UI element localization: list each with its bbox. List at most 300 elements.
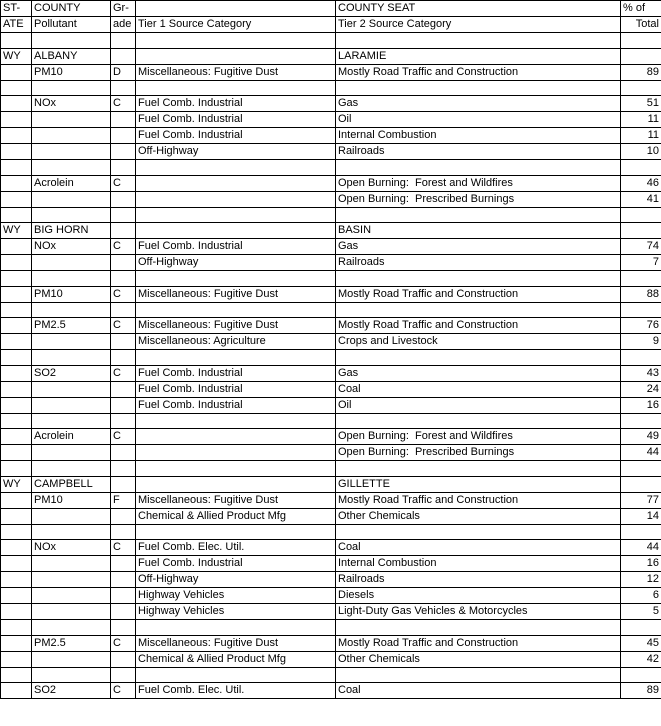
table-cell: F <box>111 492 136 508</box>
table-cell: Fuel Comb. Industrial <box>136 112 336 128</box>
table-cell <box>1 64 32 80</box>
table-row <box>1 620 661 636</box>
table-cell <box>1 128 32 144</box>
table-cell <box>621 620 661 636</box>
table-cell <box>111 667 136 683</box>
table-cell <box>621 223 661 239</box>
table-cell <box>336 160 621 176</box>
table-cell: GILLETTE <box>336 476 621 492</box>
table-cell: NOx <box>32 96 111 112</box>
table-cell: 44 <box>621 540 661 556</box>
table-cell <box>621 48 661 64</box>
table-cell <box>621 350 661 366</box>
table-cell <box>1 80 32 96</box>
table-cell <box>1 112 32 128</box>
table-cell: 88 <box>621 286 661 302</box>
table-row <box>1 667 661 683</box>
table-cell: Oil <box>336 112 621 128</box>
table-cell <box>136 429 336 445</box>
table-cell: Railroads <box>336 572 621 588</box>
table-row <box>1 540 661 556</box>
table-cell <box>621 271 661 287</box>
table-cell <box>111 476 136 492</box>
table-cell: D <box>111 64 136 80</box>
table-cell: Open Burning: Prescribed Burnings <box>336 445 621 461</box>
header-pollutant: Pollutant <box>32 17 111 33</box>
table-cell: Mostly Road Traffic and Construction <box>336 286 621 302</box>
table-cell <box>111 620 136 636</box>
table-cell <box>1 96 32 112</box>
table-cell <box>136 223 336 239</box>
table-cell <box>111 461 136 477</box>
table-cell: Fuel Comb. Industrial <box>136 381 336 397</box>
table-cell: 14 <box>621 508 661 524</box>
table-cell <box>136 620 336 636</box>
table-cell <box>336 33 621 49</box>
table-row <box>1 64 661 80</box>
table-cell: NOx <box>32 540 111 556</box>
table-cell <box>111 33 136 49</box>
table-cell <box>32 572 111 588</box>
table-cell: Coal <box>336 683 621 699</box>
table-cell: Gas <box>336 365 621 381</box>
table-cell <box>1 540 32 556</box>
header-county: COUNTY <box>32 1 111 17</box>
table-cell: C <box>111 239 136 255</box>
table-cell: 11 <box>621 112 661 128</box>
table-cell <box>32 191 111 207</box>
table-cell: WY <box>1 223 32 239</box>
table-cell <box>136 302 336 318</box>
table-cell: Off-Highway <box>136 572 336 588</box>
table-cell <box>1 635 32 651</box>
table-cell <box>136 191 336 207</box>
table-cell <box>111 255 136 271</box>
header-row-1 <box>1 1 661 17</box>
table-cell <box>621 302 661 318</box>
table-cell <box>1 572 32 588</box>
table-row <box>1 683 661 699</box>
table-cell <box>136 271 336 287</box>
table-cell <box>1 651 32 667</box>
header-percent-line2: Total <box>621 17 661 33</box>
table-cell: Off-Highway <box>136 255 336 271</box>
table-row <box>1 207 661 223</box>
table-cell <box>32 556 111 572</box>
table-cell <box>136 207 336 223</box>
table-cell: 51 <box>621 96 661 112</box>
table-row <box>1 397 661 413</box>
table-cell <box>336 80 621 96</box>
table-cell <box>32 524 111 540</box>
table-cell: WY <box>1 476 32 492</box>
table-cell: PM10 <box>32 492 111 508</box>
table-cell: PM2.5 <box>32 318 111 334</box>
table-cell: Gas <box>336 239 621 255</box>
table-cell: BIG HORN <box>32 223 111 239</box>
table-cell <box>111 588 136 604</box>
table-cell <box>1 350 32 366</box>
table-cell <box>1 207 32 223</box>
table-cell <box>1 413 32 429</box>
table-row <box>1 492 661 508</box>
table-cell: WY <box>1 48 32 64</box>
table-cell: 6 <box>621 588 661 604</box>
table-cell <box>32 350 111 366</box>
table-cell: NOx <box>32 239 111 255</box>
table-cell <box>1 620 32 636</box>
table-cell: C <box>111 635 136 651</box>
table-cell <box>621 461 661 477</box>
table-cell <box>621 476 661 492</box>
table-cell: SO2 <box>32 683 111 699</box>
table-cell <box>621 524 661 540</box>
table-cell: Acrolein <box>32 175 111 191</box>
table-row <box>1 191 661 207</box>
table-cell <box>1 144 32 160</box>
table-cell <box>111 223 136 239</box>
table-cell <box>32 80 111 96</box>
table-cell <box>32 207 111 223</box>
table-cell: C <box>111 286 136 302</box>
table-cell <box>1 271 32 287</box>
table-cell <box>336 524 621 540</box>
header-state-line2: ATE <box>1 17 32 33</box>
table-cell: 42 <box>621 651 661 667</box>
table-cell: Mostly Road Traffic and Construction <box>336 492 621 508</box>
table-cell <box>1 33 32 49</box>
table-row <box>1 413 661 429</box>
table-cell: Crops and Livestock <box>336 334 621 350</box>
table-cell: 45 <box>621 635 661 651</box>
table-cell <box>336 667 621 683</box>
table-cell: 10 <box>621 144 661 160</box>
table-cell <box>1 683 32 699</box>
table-cell <box>111 271 136 287</box>
table-cell: Other Chemicals <box>336 651 621 667</box>
table-cell: Internal Combustion <box>336 556 621 572</box>
table-row <box>1 255 661 271</box>
header-tier1-source-category: Tier 1 Source Category <box>136 17 336 33</box>
table-cell: 74 <box>621 239 661 255</box>
table-row <box>1 334 661 350</box>
header-blank <box>136 1 336 17</box>
table-cell: Miscellaneous: Fugitive Dust <box>136 635 336 651</box>
table-row <box>1 302 661 318</box>
table-cell <box>32 302 111 318</box>
table-cell: Diesels <box>336 588 621 604</box>
table-cell: Fuel Comb. Elec. Util. <box>136 540 336 556</box>
table-cell <box>111 413 136 429</box>
table-cell: Miscellaneous: Fugitive Dust <box>136 286 336 302</box>
table-row <box>1 318 661 334</box>
table-row <box>1 160 661 176</box>
table-cell: Oil <box>336 397 621 413</box>
table-cell <box>621 80 661 96</box>
header-grade-line2: ade <box>111 17 136 33</box>
table-cell <box>32 413 111 429</box>
table-cell: Fuel Comb. Industrial <box>136 556 336 572</box>
table-cell <box>1 397 32 413</box>
table-cell: BASIN <box>336 223 621 239</box>
table-row <box>1 429 661 445</box>
table-cell: Fuel Comb. Elec. Util. <box>136 683 336 699</box>
table-cell <box>336 413 621 429</box>
table-cell: C <box>111 318 136 334</box>
table-cell <box>111 651 136 667</box>
table-cell <box>1 318 32 334</box>
table-cell: C <box>111 96 136 112</box>
header-row-2 <box>1 17 661 33</box>
table-row <box>1 48 661 64</box>
table-cell: Light-Duty Gas Vehicles & Motorcycles <box>336 604 621 620</box>
table-row <box>1 350 661 366</box>
table-cell <box>136 461 336 477</box>
table-row <box>1 635 661 651</box>
table-cell: 44 <box>621 445 661 461</box>
table-cell <box>32 651 111 667</box>
table-row <box>1 461 661 477</box>
table-cell: Fuel Comb. Industrial <box>136 397 336 413</box>
table-cell: Railroads <box>336 144 621 160</box>
table-cell <box>621 413 661 429</box>
table-row <box>1 588 661 604</box>
table-cell <box>336 302 621 318</box>
table-cell <box>111 397 136 413</box>
header-county-seat: COUNTY SEAT <box>336 1 621 17</box>
table-cell: Open Burning: Prescribed Burnings <box>336 191 621 207</box>
table-cell <box>32 255 111 271</box>
table-cell: 46 <box>621 175 661 191</box>
table-cell: 49 <box>621 429 661 445</box>
table-cell: Fuel Comb. Industrial <box>136 365 336 381</box>
table-cell: Chemical & Allied Product Mfg <box>136 651 336 667</box>
table-row <box>1 365 661 381</box>
table-cell: Mostly Road Traffic and Construction <box>336 64 621 80</box>
table-cell <box>1 381 32 397</box>
table-cell <box>1 334 32 350</box>
table-cell <box>32 144 111 160</box>
table-row <box>1 445 661 461</box>
table-row <box>1 128 661 144</box>
table-cell: Coal <box>336 540 621 556</box>
table-header <box>1 1 661 33</box>
table-cell: Off-Highway <box>136 144 336 160</box>
table-cell <box>111 445 136 461</box>
table-cell: Railroads <box>336 255 621 271</box>
table-cell <box>336 207 621 223</box>
table-cell <box>136 33 336 49</box>
table-cell: 16 <box>621 397 661 413</box>
table-cell: SO2 <box>32 365 111 381</box>
table-row <box>1 223 661 239</box>
table-cell <box>1 492 32 508</box>
table-cell <box>1 429 32 445</box>
table-cell <box>32 112 111 128</box>
table-cell: 11 <box>621 128 661 144</box>
table-row <box>1 175 661 191</box>
table-cell: Fuel Comb. Industrial <box>136 239 336 255</box>
table-cell <box>111 80 136 96</box>
table-cell: Fuel Comb. Industrial <box>136 96 336 112</box>
table-cell: C <box>111 683 136 699</box>
table-cell <box>1 667 32 683</box>
table-row <box>1 112 661 128</box>
table-cell <box>136 80 336 96</box>
table-cell <box>1 239 32 255</box>
table-cell: Other Chemicals <box>336 508 621 524</box>
table-cell: C <box>111 540 136 556</box>
table-cell <box>32 160 111 176</box>
table-cell: PM10 <box>32 64 111 80</box>
table-cell <box>32 620 111 636</box>
table-row <box>1 572 661 588</box>
table-cell: Acrolein <box>32 429 111 445</box>
table-cell: Miscellaneous: Fugitive Dust <box>136 64 336 80</box>
table-cell: Miscellaneous: Fugitive Dust <box>136 492 336 508</box>
table-cell <box>336 461 621 477</box>
table-body <box>1 33 661 699</box>
table-row <box>1 476 661 492</box>
table-cell: ALBANY <box>32 48 111 64</box>
table-cell <box>111 191 136 207</box>
table-cell <box>336 620 621 636</box>
table-cell <box>1 508 32 524</box>
table-cell <box>1 588 32 604</box>
table-cell: Miscellaneous: Fugitive Dust <box>136 318 336 334</box>
table-cell <box>1 286 32 302</box>
table-cell: C <box>111 429 136 445</box>
table-row <box>1 286 661 302</box>
table-cell: Mostly Road Traffic and Construction <box>336 635 621 651</box>
table-cell <box>32 508 111 524</box>
table-cell <box>111 112 136 128</box>
header-tier2-source-category: Tier 2 Source Category <box>336 17 621 33</box>
table-row <box>1 239 661 255</box>
table-cell <box>621 160 661 176</box>
table-cell: Internal Combustion <box>336 128 621 144</box>
table-cell <box>32 667 111 683</box>
header-percent-line1: % of <box>621 1 661 17</box>
table-cell <box>336 350 621 366</box>
table-cell <box>1 175 32 191</box>
table-row <box>1 651 661 667</box>
table-cell: 77 <box>621 492 661 508</box>
table-cell <box>111 508 136 524</box>
table-cell: CAMPBELL <box>32 476 111 492</box>
table-cell <box>621 33 661 49</box>
table-cell <box>1 255 32 271</box>
table-cell: Coal <box>336 381 621 397</box>
table-cell <box>621 207 661 223</box>
table-cell <box>336 271 621 287</box>
table-cell <box>1 445 32 461</box>
table-cell: 89 <box>621 683 661 699</box>
table-cell <box>32 397 111 413</box>
table-cell <box>136 524 336 540</box>
table-cell: 89 <box>621 64 661 80</box>
table-cell <box>136 350 336 366</box>
table-cell <box>32 128 111 144</box>
table-cell <box>32 445 111 461</box>
table-row <box>1 80 661 96</box>
table-cell <box>111 604 136 620</box>
table-cell <box>1 556 32 572</box>
table-cell <box>111 572 136 588</box>
table-cell: 16 <box>621 556 661 572</box>
table-row <box>1 271 661 287</box>
table-cell <box>1 302 32 318</box>
table-row <box>1 604 661 620</box>
table-cell <box>32 334 111 350</box>
table-cell: C <box>111 365 136 381</box>
table-cell <box>111 350 136 366</box>
table-cell <box>111 144 136 160</box>
table-cell <box>111 524 136 540</box>
table-cell: Mostly Road Traffic and Construction <box>336 318 621 334</box>
table-cell: Miscellaneous: Agriculture <box>136 334 336 350</box>
table-cell <box>32 381 111 397</box>
table-cell: Highway Vehicles <box>136 604 336 620</box>
table-cell <box>32 604 111 620</box>
table-cell: 24 <box>621 381 661 397</box>
table-cell: Open Burning: Forest and Wildfires <box>336 429 621 445</box>
table-cell <box>1 524 32 540</box>
table-cell <box>32 271 111 287</box>
table-row <box>1 524 661 540</box>
table-cell: 9 <box>621 334 661 350</box>
table-cell <box>32 588 111 604</box>
table-cell: Open Burning: Forest and Wildfires <box>336 175 621 191</box>
table-cell <box>136 175 336 191</box>
table-row <box>1 508 661 524</box>
table-cell: 41 <box>621 191 661 207</box>
table-row <box>1 556 661 572</box>
table-row <box>1 33 661 49</box>
table-cell <box>111 334 136 350</box>
table-row <box>1 144 661 160</box>
table-row <box>1 381 661 397</box>
table-cell <box>32 461 111 477</box>
table-cell <box>111 207 136 223</box>
table-row <box>1 96 661 112</box>
table-cell <box>136 413 336 429</box>
table-cell <box>1 604 32 620</box>
table-cell: 43 <box>621 365 661 381</box>
table-cell: 5 <box>621 604 661 620</box>
table-cell <box>1 191 32 207</box>
table-cell: LARAMIE <box>336 48 621 64</box>
table-cell <box>136 476 336 492</box>
table-cell <box>136 48 336 64</box>
table-cell: C <box>111 175 136 191</box>
table-cell <box>136 445 336 461</box>
table-cell: PM2.5 <box>32 635 111 651</box>
table-cell: PM10 <box>32 286 111 302</box>
table-cell <box>621 667 661 683</box>
header-state-line1: ST- <box>1 1 32 17</box>
table-cell <box>136 160 336 176</box>
table-cell: Gas <box>336 96 621 112</box>
table-cell: Chemical & Allied Product Mfg <box>136 508 336 524</box>
table-cell: Highway Vehicles <box>136 588 336 604</box>
table-cell: 12 <box>621 572 661 588</box>
table-cell <box>32 33 111 49</box>
table-cell <box>1 461 32 477</box>
table-cell <box>1 365 32 381</box>
table-cell <box>111 556 136 572</box>
table-cell <box>111 381 136 397</box>
